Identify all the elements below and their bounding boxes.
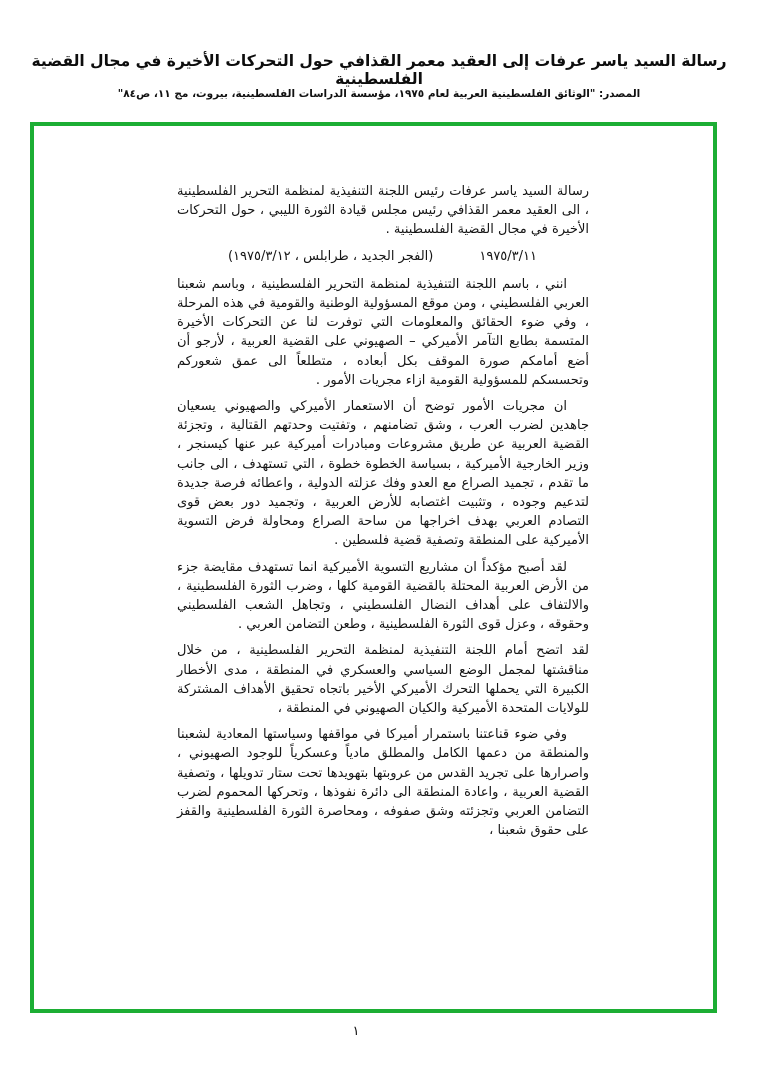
intro-paragraph: رسالة السيد ياسر عرفات رئيس اللجنة التنفيذية لمنظمة التحرير الفلسطينية ، الى العقيد معمر القذافي رئيس مجلس قيادة الثورة الليبي ، حول التحركات الأخيرة في مجال القضية الفلسطينية . <box>177 184 589 238</box>
source-line: المصدر: "الوثائق الفلسطينية العربية لعام ١٩٧٥، مؤسسة الدراسات الفلسطينية، بيروت، مج ١١، ص٨٤" <box>117 88 641 100</box>
document-scan <box>177 182 589 848</box>
paragraph: لقد اتضح أمام اللجنة التنفيذية لمنظمة التحرير الفلسطينية ، من خلال مناقشتها لمجمل الوضع السياسي والعسكري في المنطقة ، مدى الأخطار الكبيرة التي يحملها التحرك الأميركي الأخير باتجاه تحقيق الأهداف المشتركة للولايات المتحدة الأميركية والكيان الصهيوني في المنطقة ، <box>177 643 589 717</box>
page-number: ١ <box>352 1024 360 1039</box>
document-frame <box>30 122 717 1013</box>
paragraph: لقد أصبح مؤكداً ان مشاريع التسوية الأميركية انما تستهدف مقايضة جزء من الأرض العربية المحتلة بالقضية القومية كلها ، وضرب الثورة الفلسطينية ، والالتفاف على أهداف النضال الفلسطيني ، وتجاهل الشعب الفلسطيني وحقوقه ، وعزل قوى الثورة الفلسطينية ، وطعن التضامن العربي . <box>177 559 589 633</box>
paragraph: انني ، باسم اللجنة التنفيذية لمنظمة التحرير الفلسطينية ، وباسم شعبنا العربي الفلسطيني ، ومن موقع المسؤولية الوطنية والقومية في هذه المرحلة ، وفي ضوء الحقائق والمعلومات التي توفرت لنا عن التحركات الأخيرة المتسمة بطابع التآمر الأميركي – الصهيوني على القضية العربية ، لأرجو أن أضع أمامكم صورة الموقف بكل أبعاده ، متطلعاً الى عمق شعوركم وتحسسكم للمسؤولية القومية ازاء مجريات الأمور . <box>177 276 589 388</box>
paragraph: ان مجريات الأمور توضح أن الاستعمار الأميركي والصهيوني يسعيان جاهدين لضرب العرب ، وشق تضامنهم ، وتفتيت وحدتهم القتالية ، وتجزئة القضية العربية عن طريق مشروعات ومبادرات أميركية عبر عنها كيسنجر ، وزير الخارجية الأميركية ، بسياسة الخطوة خطوة ، التي تستهدف ، الى جانب ما تقدم ، تجميد الصراع مع العدو وفك عزلته الدولية ، واعطائه فرصة جديدة لتدعيم وجوده ، وتثبيت اغتصابه للأرض العربية ، وتجميد دور بعض قوى التصادم العربي بهدف اخراجها من ساحة الصراع ومحاولة فرض التسوية الأميركية على المنطقة وتصفية قضية فلسطين . <box>177 399 589 549</box>
date-source: (الفجر الجديد ، طرابلس ، ١٩٧٥/٣/١٢) <box>227 248 434 264</box>
page-title: رسالة السيد ياسر عرفات إلى العقيد معمر القذافي حول التحركات الأخيرة في مجال القضية الفلسطينية <box>31 52 727 88</box>
date-line <box>177 247 589 266</box>
paragraphs-container <box>177 275 589 841</box>
paragraph: وفي ضوء قناعتنا باستمرار أميركا في مواقفها وسياستها المعادية لشعبنا والمنطقة من دعمها الكامل والمطلق مادياً وعسكرياً للوجود الصهيوني ، واصرارها على تجريد القدس من عروبتها بتهويدها تحت ستار تدويلها ، وتصفية القضية العربية ، واعادة المنطقة الى دائرة نفوذها ، وتحركها المحموم لضرب التضامن العربي وتجزئته وشق صفوفه ، ومحاصرة الثورة الفلسطينية والقفز على حقوق شعبنا ، <box>177 727 589 839</box>
date-value: ١٩٧٥/٣/١١ <box>479 248 537 264</box>
